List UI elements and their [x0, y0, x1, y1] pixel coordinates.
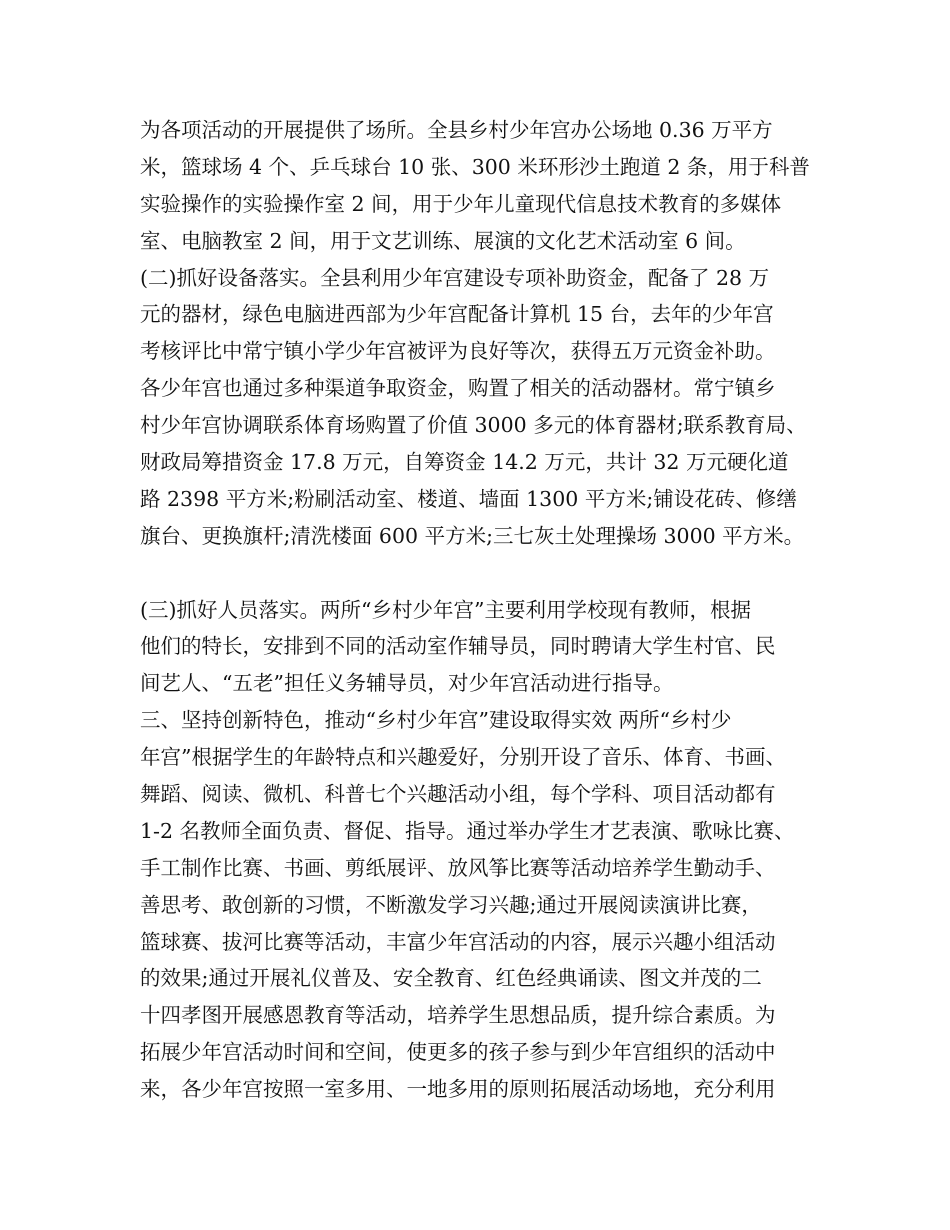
text-line: 舞蹈、阅读、微机、科普七个兴趣活动小组，每个学科、项目活动都有: [140, 782, 776, 807]
document-body: [140, 112, 830, 1108]
text-line: 十四孝图开展感恩教育等活动，培养学生思想品质，提升综合素质。为: [140, 1003, 776, 1028]
paragraph-gap: [140, 555, 830, 592]
text-line: (二)抓好设备落实。全县利用少年宫建设专项补助资金，配备了 28 万: [140, 265, 770, 290]
text-line: 村少年宫协调联系体育场购置了价值 3000 多元的体育器材;联系教育局、: [140, 413, 807, 438]
text-line: 他们的特长，安排到不同的活动室作辅导员，同时聘请大学生村官、民: [140, 634, 776, 659]
text-line: 米，篮球场 4 个、乒乓球台 10 张、300 米环形沙土跑道 2 条，用于科普: [140, 154, 810, 179]
text-line: 篮球赛、拔河比赛等活动，丰富少年宫活动的内容，展示兴趣小组活动: [140, 929, 776, 954]
text-line: 室、电脑教室 2 间，用于文艺训练、展演的文化艺术活动室 6 间。: [140, 228, 746, 253]
text-line: 旗台、更换旗杆;清洗楼面 600 平方米;三七灰土处理操场 3000 平方米。: [140, 523, 805, 548]
text-line: 来，各少年宫按照一室多用、一地多用的原则拓展活动场地，充分利用: [140, 1077, 776, 1102]
text-line: 为各项活动的开展提供了场所。全县乡村少年宫办公场地 0.36 万平方: [140, 118, 773, 142]
text-line: 年宫”根据学生的年龄特点和兴趣爱好，分别开设了音乐、体育、书画、: [140, 745, 786, 770]
text-line: 拓展少年宫活动时间和空间，使更多的孩子参与到少年宫组织的活动中: [140, 1040, 776, 1065]
text-line: 间艺人、“五老”担任义务辅导员，对少年宫活动进行指导。: [140, 671, 674, 696]
text-line: 路 2398 平方米;粉刷活动室、楼道、墙面 1300 平方米;铺设花砖、修缮: [140, 486, 797, 511]
text-line: 1-2 名教师全面负责、督促、指导。通过举办学生才艺表演、歌咏比赛、: [140, 818, 795, 843]
text-line: (三)抓好人员落实。两所“乡村少年宫”主要利用学校现有教师，根据: [140, 597, 751, 622]
text-line: 实验操作的实验操作室 2 间，用于少年儿童现代信息技术教育的多媒体: [140, 191, 782, 216]
text-line: 元的器材，绿色电脑进西部为少年宫配备计算机 15 台，去年的少年宫: [140, 302, 774, 327]
text-line: 各少年宫也通过多种渠道争取资金，购置了相关的活动器材。常宁镇乡: [140, 376, 776, 401]
text-line: 善思考、敢创新的习惯，不断激发学习兴趣;通过开展阅读演讲比赛，: [140, 892, 762, 917]
text-line: 财政局筹措资金 17.8 万元，自筹资金 14.2 万元，共计 32 万元硬化道: [140, 450, 789, 475]
text-line: 的效果;通过开展礼仪普及、安全教育、红色经典诵读、图文并茂的二: [140, 966, 762, 991]
text-line: 考核评比中常宁镇小学少年宫被评为良好等次，获得五万元资金补助。: [140, 339, 776, 364]
text-line: 手工制作比赛、书画、剪纸展评、放风筝比赛等活动培养学生勤动手、: [140, 855, 776, 880]
text-line: 三、坚持创新特色，推动“乡村少年宫”建设取得实效 两所“乡村少: [140, 708, 732, 733]
